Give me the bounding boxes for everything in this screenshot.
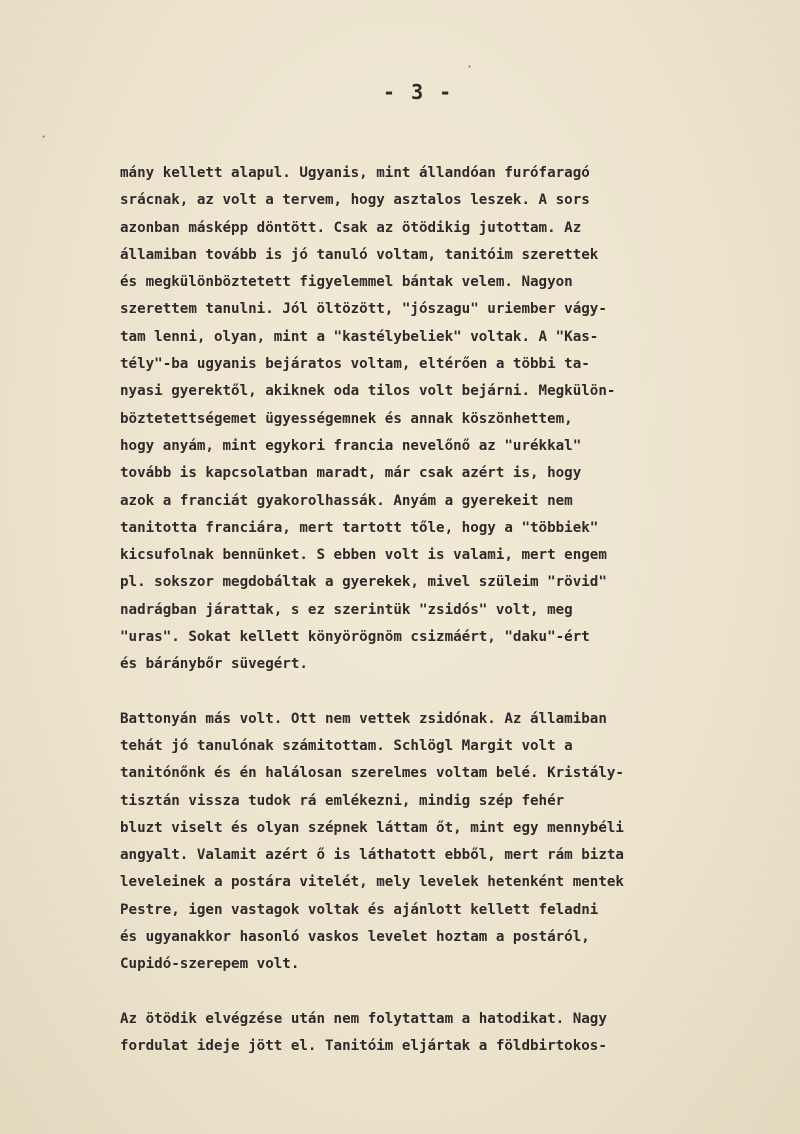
paragraph-gap	[120, 679, 740, 706]
text-line: és báránybőr süvegért.	[120, 656, 308, 673]
text-line: "uras". Sokat kellett könyörögnöm csizmáért, "daku"-ért	[120, 629, 590, 646]
paragraph	[120, 1006, 740, 1061]
text-line: bluzt viselt és olyan szépnek láttam őt, mint egy mennybéli	[120, 819, 624, 836]
text-line: Az ötödik elvégzése után nem folytattam a hatodikat. Nagy	[120, 1010, 607, 1027]
text-line: hogy anyám, mint egykori francia nevelőnő az "urékkal"	[120, 437, 582, 454]
text-line: pl. sokszor megdobáltak a gyerekek, mivel szüleim "rövid"	[120, 574, 607, 591]
text-line: Battonyán más volt. Ott nem vettek zsidónak. Az államiban	[120, 710, 607, 727]
text-line: Pestre, igen vastagok voltak és ajánlott kellett feladni	[120, 901, 599, 918]
text-line: nyasi gyerektől, akiknek oda tilos volt bejárni. Megkülön-	[120, 383, 616, 400]
paragraph-gap	[120, 979, 740, 1006]
text-line: tehát jó tanulónak számitottam. Schlögl Margit volt a	[120, 737, 573, 754]
text-line: mány kellett alapul. Ugyanis, mint állandóan furófaragó	[120, 165, 590, 181]
text-line: azonban másképp döntött. Csak az ötödikig jutottam. Az	[120, 219, 582, 236]
text-line: srácnak, az volt a tervem, hogy asztalos leszek. A sors	[120, 192, 590, 209]
paragraph	[120, 160, 740, 679]
text-line: Cupidó-szerepem volt.	[120, 956, 300, 973]
text-line: böztetettségemet ügyességemnek és annak köszönhettem,	[120, 410, 573, 427]
text-line: nadrágban járattak, s ez szerintük "zsidós" volt, meg	[120, 601, 573, 618]
text-line: tovább is kapcsolatban maradt, már csak azért is, hogy	[120, 465, 582, 482]
text-line: tanitotta franciára, mert tartott tőle, hogy a "többiek"	[120, 519, 599, 536]
text-line: tam lenni, olyan, mint a "kastélybeliek" voltak. A "Kas-	[120, 328, 599, 345]
text-line: leveleinek a postára vitelét, mely levelek hetenként mentek	[120, 874, 624, 891]
typed-text-body	[120, 160, 740, 1060]
page-number: - 3 -	[383, 80, 454, 104]
text-line: kicsufolnak bennünket. S ebben volt is valami, mert engem	[120, 547, 607, 564]
paper-speck: ·	[40, 130, 48, 144]
text-line: fordulat ideje jött el. Tanitóim eljártak a földbirtokos-	[120, 1037, 607, 1054]
text-line: tély"-ba ugyanis bejáratos voltam, eltérően a többi ta-	[120, 356, 590, 373]
text-line: államiban tovább is jó tanuló voltam, tanitóim szerettek	[120, 246, 599, 263]
text-line: tanitónőnk és én halálosan szerelmes voltam belé. Kristály-	[120, 765, 624, 782]
paragraph	[120, 706, 740, 979]
paper-speck: ·	[466, 60, 474, 74]
text-line: és ugyanakkor hasonló vaskos levelet hoztam a postáról,	[120, 929, 590, 946]
text-line: angyalt. Valamit azért ő is láthatott ebből, mert rám bizta	[120, 847, 624, 864]
text-line: tisztán vissza tudok rá emlékezni, mindig szép fehér	[120, 792, 565, 809]
text-line: szerettem tanulni. Jól öltözött, "jószagu" uriember vágy-	[120, 301, 607, 318]
text-line: azok a franciát gyakorolhassák. Anyám a gyerekeit nem	[120, 492, 573, 509]
text-line: és megkülönböztetett figyelemmel bántak velem. Nagyon	[120, 274, 573, 291]
